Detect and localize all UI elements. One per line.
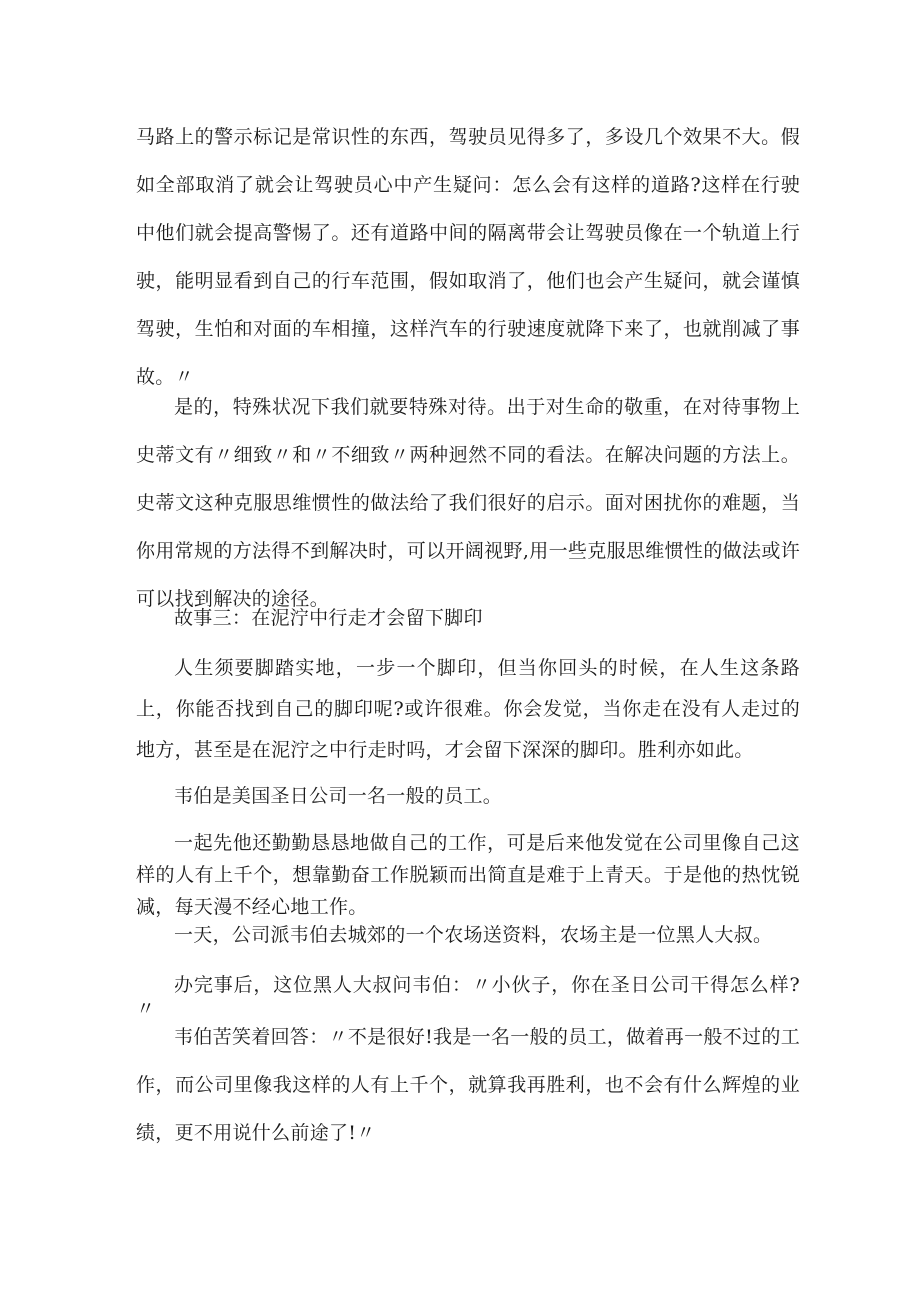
story-three-heading: 故事三：在泥泞中行走才会留下脚印 (174, 607, 483, 629)
paragraph-special-treatment: 是的，特殊状况下我们就要特殊对待。出于对生命的敬重，在对待事物上史蒂文有〃细致〃和〃不细致〃两种迥然不同的看法。在解决问题的方法上。史蒂文这种克服思维惯性的做法给了我们很好的启示。面对困扰你的难题，当你用常规的方法得不到解决时，可以开阔视野,用一些克服思维惯性的做法或许可以找到解决的途径。 (136, 396, 800, 610)
paragraph-weber-work: 一起先他还勤勤恳恳地做自己的工作，可是后来他发觉在公司里像自己这样的人有上千个，想靠勤奋工作脱颖而出简直是难于上青天。于是他的热忱锐减，每天漫不经心地工作。 (136, 832, 800, 918)
paragraph-weber-intro: 韦伯是美国圣日公司一名一般的员工。 (174, 785, 503, 807)
paragraph-farmer-question: 办完事后，这位黑人大叔问韦伯：〃小伙子，你在圣日公司干得怎么样?〃 (136, 974, 800, 1020)
paragraph-weber-answer: 韦伯苦笑着回答：〃不是很好!我是一名一般的员工，做着再一般不过的工作，而公司里像我这样的人有上千个，就算我再胜利，也不会有什么辉煌的业绩，更不用说什么前途了!〃 (136, 1026, 800, 1144)
paragraph-road-markings: 马路上的警示标记是常识性的东西，驾驶员见得多了，多设几个效果不大。假如全部取消了就会让驾驶员心中产生疑问：怎么会有这样的道路?这样在行驶中他们就会提高警惕了。还有道路中间的隔离带会让驾驶员像在一个轨道上行驶，能明显看到自己的行车范围，假如取消了，他们也会产生疑问，就会谨慎驾驶，生怕和对面的车相撞，这样汽车的行驶速度就降下来了，也就削减了事故。〃 (136, 126, 800, 388)
paragraph-footprints: 人生须要脚踏实地，一步一个脚印，但当你回头的时候，在人生这条路上，你能否找到自己的脚印呢?或许很难。你会发觉，当你走在没有人走过的地方，甚至是在泥泞之中行走时吗，才会留下深深的脚印。胜利亦如此。 (136, 657, 800, 761)
paragraph-farm-visit: 一天，公司派韦伯去城郊的一个农场送资料，农场主是一位黑人大叔。 (174, 924, 773, 946)
